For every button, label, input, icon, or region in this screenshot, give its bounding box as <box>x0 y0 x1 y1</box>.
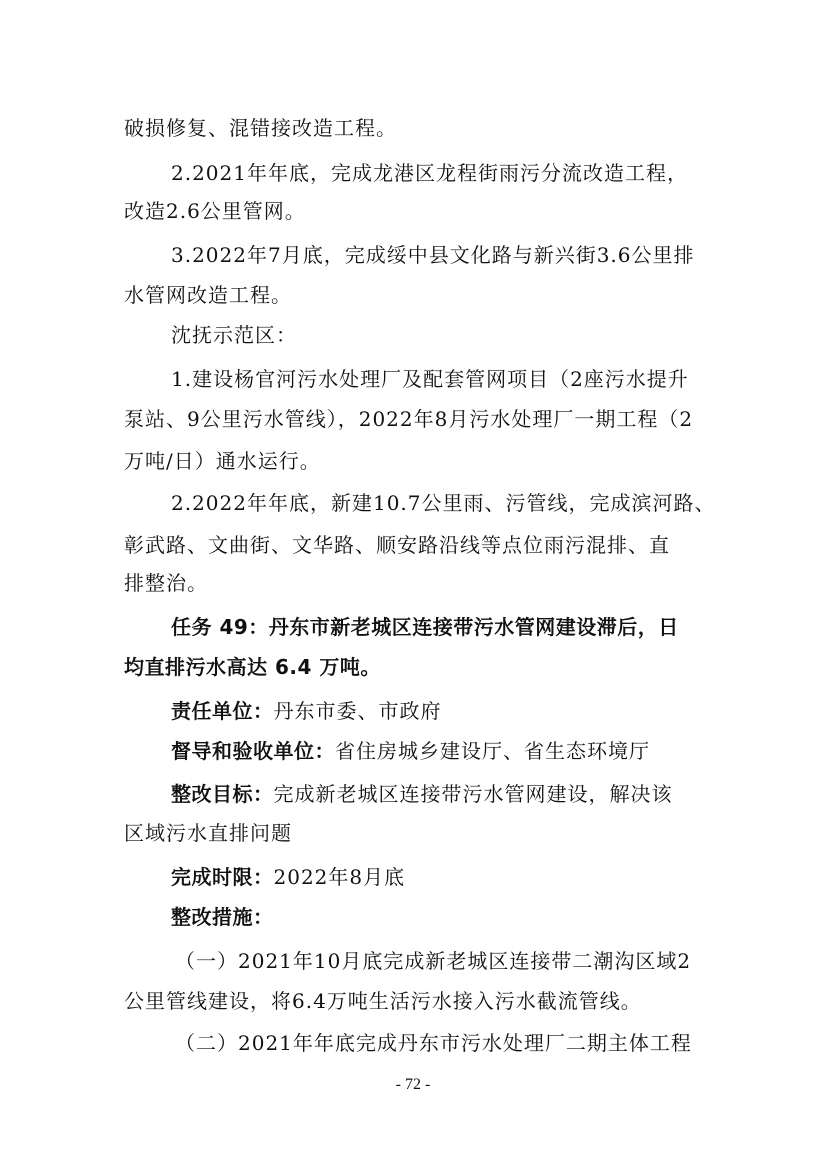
body-line: 破损修复、混错接改造工程。 <box>124 116 397 140</box>
task-title: 任务 49：丹东市新老城区连接带污水管网建设滞后，日 <box>171 615 679 639</box>
body-line: 改造2.6公里管网。 <box>124 199 306 223</box>
body-line: 排整治。 <box>124 571 208 595</box>
task-title-cont: 均直排污水高达 6.4 万吨。 <box>124 655 381 679</box>
body-line: 3.2022年7月底，完成绥中县文化路与新兴街3.6公里排 <box>171 243 695 267</box>
field-value: 2022年8月底 <box>273 865 406 889</box>
page-number: - 72 - <box>395 1076 431 1093</box>
field-value: 省住房城乡建设厅、省生态环境厅 <box>335 739 650 763</box>
field-value: 丹东市委、市政府 <box>273 699 442 723</box>
field-label: 完成时限： <box>171 865 274 889</box>
field-label: 整改目标： <box>171 782 274 806</box>
body-line: 水管网改造工程。 <box>124 283 292 307</box>
deadline <box>171 862 704 892</box>
field-label: 督导和验收单位： <box>171 739 335 763</box>
measure-1: （一）2021年10月底完成新老城区连接带二潮沟区域2 <box>175 949 692 973</box>
measure-2: （二）2021年年底完成丹东市污水处理厂二期主体工程 <box>175 1031 692 1055</box>
measures-heading <box>171 902 704 932</box>
measure-1-cont: 公里管线建设，将6.4万吨生活污水接入污水截流管线。 <box>124 989 642 1013</box>
body-line: 彰武路、文曲街、文华路、顺安路沿线等点位雨污混排、直 <box>124 533 670 557</box>
field-label: 整改措施： <box>171 905 274 929</box>
field-label: 责任单位： <box>171 699 274 723</box>
section-heading: 沈抚示范区： <box>171 323 297 347</box>
body-line: 1.建设杨官河污水处理厂及配套管网项目（2座污水提升 <box>171 367 689 391</box>
field-value: 完成新老城区连接带污水管网建设，解决该 <box>273 782 673 806</box>
body-line: 万吨/日）通水运行。 <box>124 449 321 473</box>
supervision-unit <box>171 736 704 766</box>
responsible-unit <box>171 696 704 726</box>
rectification-goal <box>171 779 704 809</box>
body-line: 泵站、9公里污水管线），2022年8月污水处理厂一期工程（2 <box>124 407 694 431</box>
body-line: 2.2021年年底，完成龙港区龙程街雨污分流改造工程， <box>171 161 688 185</box>
body-line: 2.2022年年底，新建10.7公里雨、污管线，完成滨河路、 <box>171 491 716 515</box>
rectification-goal-cont: 区域污水直排问题 <box>124 821 292 845</box>
